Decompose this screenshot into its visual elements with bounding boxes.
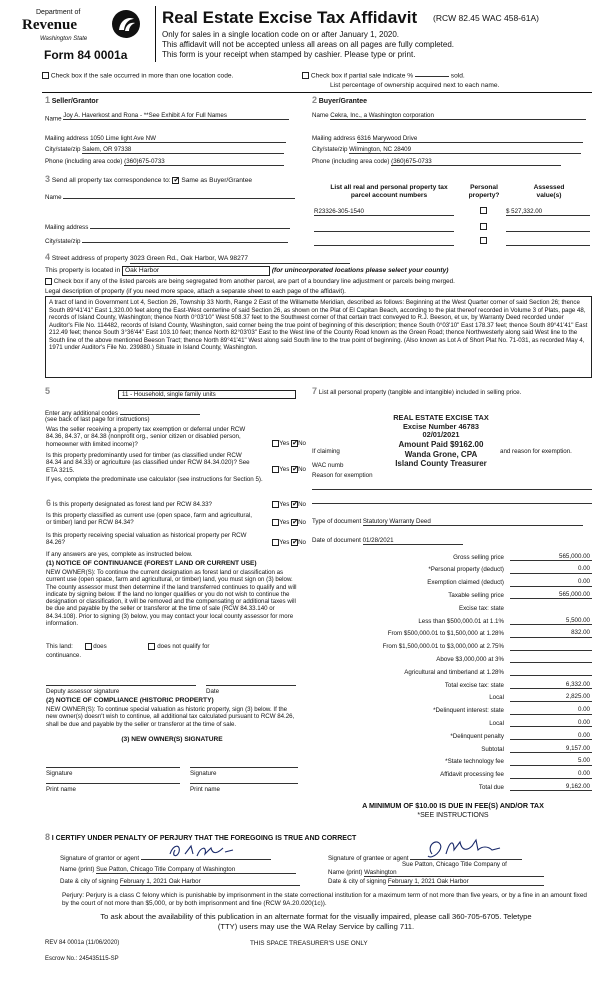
addl-codes-field[interactable] xyxy=(120,408,200,415)
calc-value[interactable]: 832.00 xyxy=(510,629,592,637)
grantor-signature-row xyxy=(60,848,271,862)
personal-property-checkbox-1[interactable] xyxy=(480,207,487,214)
see-instructions: *SEE INSTRUCTIONS xyxy=(417,812,489,819)
calc-value[interactable]: 6,332.00 xyxy=(510,681,592,689)
alt-format-1: To ask about the availability of this publication in an alternate format for the visually impaired, please call 360-705-6705. Teletype xyxy=(100,912,532,921)
stamp-line-3: 02/01/2021 xyxy=(422,430,460,440)
calc-label: Affidavit processing fee xyxy=(440,771,504,779)
sig3-heading: (3) NEW OWNER(S) SIGNATURE xyxy=(121,736,223,743)
calc-label: *Delinquent interest: state xyxy=(433,707,504,715)
assessed-value-field-2[interactable] xyxy=(506,224,590,232)
owner-signature-2[interactable] xyxy=(190,764,298,768)
owner-sig-label-2: Signature xyxy=(190,770,217,777)
calc-value[interactable]: 2,825.00 xyxy=(510,693,592,701)
buyer-name-row xyxy=(312,112,592,120)
parcel-number-field-2[interactable] xyxy=(314,224,454,232)
corr-mail-label: Mailing address xyxy=(45,224,89,231)
segregated-label: Check box if any of the listed parcels are being segregated from another parcel, are part of a boundary line adjustment or parcels being merged. xyxy=(53,278,455,286)
owner-print-label-1: Print name xyxy=(46,786,76,793)
seller-city-field[interactable]: Salem, OR 97338 xyxy=(82,146,284,154)
calc-label: *State technology fee xyxy=(445,758,504,766)
subtitle-1: Only for sales in a single location code on or after January 1, 2020. xyxy=(162,30,400,39)
segregated-checkbox[interactable] xyxy=(45,278,52,285)
reason-label: Reason for exemption xyxy=(312,472,373,479)
seller-name-row xyxy=(45,112,295,123)
calc-row xyxy=(300,663,592,676)
correspondence-row xyxy=(45,174,252,185)
qualify-row xyxy=(46,643,298,650)
calc-value[interactable]: 0.00 xyxy=(510,706,592,714)
doc-date-label: Date of document xyxy=(312,537,361,544)
historic-yes-label: Yes xyxy=(279,539,290,547)
timber-question xyxy=(46,452,306,474)
revenue-swirl-logo-icon xyxy=(110,8,142,40)
grantee-signature-scribble xyxy=(424,836,508,862)
timber-no-label: No xyxy=(298,466,306,474)
does-label: does xyxy=(93,643,107,651)
minimum-note: A MINIMUM OF $10.00 IS DUE IN FEE(S) AND/OR TAX xyxy=(362,801,544,810)
forest-question xyxy=(46,498,306,509)
correspondence-label: Send all property tax correspondence to: xyxy=(51,177,171,184)
calc-row xyxy=(300,778,592,791)
calc-label: *Delinquent penalty xyxy=(450,732,504,740)
calc-value[interactable]: 0.00 xyxy=(510,578,592,586)
segregated-row xyxy=(45,278,595,286)
owner-signature-1[interactable] xyxy=(46,764,180,768)
located-label: This property is located in xyxy=(45,267,121,274)
assessed-header-1: Assessed xyxy=(533,184,565,191)
header-divider xyxy=(155,6,156,62)
assessed-header-2: value(s) xyxy=(536,191,562,199)
parcel-col-header xyxy=(314,184,464,200)
owner-print-1[interactable] xyxy=(46,780,180,784)
calc-row xyxy=(300,599,592,612)
grantor-signature-field[interactable] xyxy=(141,848,271,860)
current-use-question xyxy=(46,512,306,527)
calc-row xyxy=(300,612,592,625)
calc-label: Subtotal xyxy=(481,745,504,753)
section-2-number: 2 xyxy=(312,95,318,105)
parcel-header-1: List all real and personal property tax xyxy=(330,184,448,191)
reason-row xyxy=(312,472,373,479)
calc-value[interactable]: 9,162.00 xyxy=(510,783,592,791)
partial-sale-check-row xyxy=(302,72,465,80)
historic-text: Is this property receiving special valuation as historical property per RCW 84.26? xyxy=(46,532,247,547)
historic-question xyxy=(46,532,306,547)
forest-no-label: No xyxy=(298,501,306,509)
doc-type-row xyxy=(312,518,583,526)
form-number: Form 84 0001a xyxy=(44,48,128,62)
seller-city-label: City/state/zip xyxy=(45,146,81,153)
buyer-city-row xyxy=(312,146,592,154)
street-label: Street address of property xyxy=(51,255,129,262)
partial-sale-checkbox[interactable] xyxy=(302,72,309,79)
calc-value[interactable]: 9,157.00 xyxy=(510,745,592,753)
buyer-city-label: City/state/zip xyxy=(312,146,348,153)
assessed-value-field-3[interactable] xyxy=(506,238,590,246)
seller-mail-label: Mailing address xyxy=(45,135,89,142)
seller-mail-row xyxy=(45,135,295,143)
calc-value[interactable]: 565,000.00 xyxy=(510,591,592,599)
corr-mail-field[interactable] xyxy=(90,222,290,229)
parcel-header-1b: parcel account numbers xyxy=(350,191,428,199)
calc-value[interactable]: 0.00 xyxy=(510,565,592,573)
addl-codes-note: (see back of last page for instructions) xyxy=(45,416,150,423)
subtitle-3-text: This form is your receipt when stamped by cashier. Please type or print. xyxy=(162,50,416,59)
legal-desc-label: Legal description of property (if you need more space, attach a separate sheet to each page of the affidavit). xyxy=(45,288,346,295)
multi-location-check-row xyxy=(42,72,233,80)
partial-sale-label: Check box if partial sale indicate % xyxy=(310,72,414,80)
calc-label: Agricultural and timberland at 1.28% xyxy=(404,668,504,676)
stamp-line-4: Amount Paid $9162.00 xyxy=(398,440,484,450)
stamp-line-6: Island County Treasurer xyxy=(395,459,487,469)
notice2-heading: (2) NOTICE OF COMPLIANCE (HISTORIC PROPERTY) xyxy=(46,697,214,704)
forest-yes-label: Yes xyxy=(279,501,290,509)
doc-date-row xyxy=(312,537,463,545)
section-7-number: 7 xyxy=(312,386,318,396)
calc-row xyxy=(300,625,592,638)
owner-print-2[interactable] xyxy=(190,780,298,784)
buyer-phone-field[interactable]: (360)675-0733 xyxy=(391,158,561,166)
doc-type-field[interactable]: Statutory Warranty Deed xyxy=(363,518,583,526)
section-5-number: 5 xyxy=(45,386,51,396)
addl-codes-label: Enter any additional codes xyxy=(45,410,118,417)
grantor-name-label: Name (print) xyxy=(60,866,95,873)
grantee-date-row xyxy=(328,878,544,886)
timber-yn xyxy=(272,466,306,473)
dept-line3: Washington State xyxy=(40,36,88,42)
calc-value[interactable]: 565,000.00 xyxy=(510,553,592,561)
calc-row xyxy=(300,714,592,727)
notice1-text: NEW OWNER(S): To continue the current designation as forest land or classification as current use (open space, farm and agricultural, or timber) land, you must sign on (3) below. The county assessor must then determine if the land transferred continues to qualify and will indicate by signing below. If the land no longer qualifies or you do not wish to continue the designation or classification, it will be removed and the compensating or additional taxes will be due and payable by the seller or transferor at the time of sale (RCW 84.33.140 or 84.34.108). Prior to signing (3) below, you may contact your local county assessor for more information. xyxy=(46,569,297,627)
calc-row xyxy=(300,689,592,702)
calc-row xyxy=(300,574,592,587)
personal-property-checkbox-2[interactable] xyxy=(480,223,487,230)
grantor-date-label: Date & city of signing xyxy=(60,878,119,885)
same-as-buyer-label: Same as Buyer/Grantee xyxy=(181,177,253,184)
buyer-city-field[interactable]: Wilmington, NC 28409 xyxy=(349,146,581,154)
exemption-question xyxy=(46,426,306,448)
located-note: (for unincorporated locations please select your county) xyxy=(271,267,449,274)
calc-label: Taxable selling price xyxy=(448,592,504,600)
personal-property-checkbox-3[interactable] xyxy=(480,237,487,244)
certify-text: I CERTIFY UNDER PENALTY OF PERJURY THAT THE FOREGOING IS TRUE AND CORRECT xyxy=(51,835,357,842)
sold-label: sold. xyxy=(450,72,465,80)
section-6-number: 6 xyxy=(46,498,52,508)
calc-row xyxy=(300,561,592,574)
calc-row xyxy=(300,650,592,663)
buyer-phone-label: Phone (including area code) xyxy=(312,158,390,165)
calc-row xyxy=(300,548,592,561)
personal-header-1: Personal xyxy=(470,184,498,191)
buyer-heading-label: Buyer/Grantee xyxy=(318,98,367,105)
parcel-number-field-3[interactable] xyxy=(314,238,454,246)
calc-label: *Personal property (deduct) xyxy=(428,566,504,574)
calc-label: From $500,000.01 to $1,500,000 at 1.28% xyxy=(387,630,504,638)
grantee-date-field[interactable]: February 1, 2021 Oak Harbor xyxy=(388,878,544,886)
doc-type-label: Type of document xyxy=(312,518,362,525)
revision-label: REV 84 0001a (11/06/2020) xyxy=(45,940,120,946)
calc-value[interactable]: 0.00 xyxy=(510,719,592,727)
dept-line2: Revenue xyxy=(22,17,77,33)
deputy-signature-field[interactable] xyxy=(46,682,196,686)
seller-name-field[interactable]: Joy A. Haverkost and Rona - **See Exhibit A for Full Names xyxy=(63,112,289,120)
calc-label: Above $3,000,000 at 3% xyxy=(436,656,504,664)
calc-label: Local xyxy=(489,694,504,702)
continuance-label: continuance. xyxy=(46,652,82,659)
personal-header-2: property? xyxy=(468,191,500,199)
current-use-no-label: No xyxy=(298,519,306,527)
corr-name-field[interactable] xyxy=(63,192,295,199)
grantee-signature-field[interactable] xyxy=(410,848,522,860)
corr-name-label: Name xyxy=(45,194,62,201)
same-as-buyer-checkbox[interactable] xyxy=(172,177,179,184)
use-code-select[interactable]: 11 - Household, single family units xyxy=(118,390,296,399)
top-rule xyxy=(42,92,592,93)
wac-label: WAC numb xyxy=(312,462,344,469)
escrow-label: Escrow No.: 245435115-SP xyxy=(45,956,119,962)
timber-note: If yes, complete the predominate use calculator (see instructions for Section 5). xyxy=(46,476,263,483)
does-checkbox[interactable] xyxy=(85,643,92,650)
assessed-value-field[interactable]: $ 527,332.00 xyxy=(506,208,590,216)
claiming-end-label: and reason for exemption. xyxy=(500,448,572,455)
calc-label: Excise tax: state xyxy=(458,604,504,612)
perjury-note xyxy=(62,892,592,907)
calc-row xyxy=(300,740,592,753)
exemption-question-text: Was the seller receiving a property tax exemption or deferral under RCW 84.36, 84.37, or 84.38 (nonprofit org., senior citizen or disabled person, homeowner with limited income)? xyxy=(46,426,246,448)
forest-question-text: Is this property designated as forest land per RCW 84.33? xyxy=(52,501,212,508)
ifany-note: If any answers are yes, complete as instructed below. xyxy=(46,551,193,558)
grantor-date-field[interactable]: February 1, 2021 Oak Harbor xyxy=(120,878,300,886)
treasurer-use-label: THIS SPACE TREASURER'S USE ONLY xyxy=(250,940,368,947)
treasurer-stamp xyxy=(356,414,526,469)
corr-city-row xyxy=(45,236,288,245)
subtitle-2: This affidavit will not be accepted unless all areas on all pages are fully completed. xyxy=(162,40,455,49)
buyer-mail-label: Mailing address xyxy=(312,135,356,142)
page-title: Real Estate Excise Tax Affidavit xyxy=(162,8,418,27)
grantor-date-row xyxy=(60,878,300,886)
exemption-yes-label: Yes xyxy=(279,440,290,448)
forest-yn xyxy=(272,501,306,508)
alt-format-2: (TTY) users may use the WA Relay Service by calling 711. xyxy=(217,922,415,931)
claiming-label: If claiming xyxy=(312,448,340,455)
multi-location-checkbox[interactable] xyxy=(42,72,49,79)
buyer-name-label: Name xyxy=(312,112,329,119)
exemption-yn xyxy=(272,440,306,447)
seller-mail-field[interactable]: 1050 Lime light Ave NW xyxy=(90,135,286,143)
notice2-text: NEW OWNER(S): To continue special valuation as historic property, sign (3) below. If the new owner(s) doesn't wish to continue, all additional tax calculated pursuant to RCW 84.26, shall be due and payable by the seller or transferor at the time of sale. xyxy=(46,706,295,728)
doc-date-field[interactable]: 01/28/2021 xyxy=(363,537,463,545)
grantor-name-field[interactable]: Sue Patton, Chicago Title Company of Washington xyxy=(96,866,296,874)
section-4-number: 4 xyxy=(45,252,51,262)
owner-sig-label-1: Signature xyxy=(46,770,73,777)
buyer-mail-field[interactable]: 6316 Marywood Drive xyxy=(357,135,583,143)
calc-row xyxy=(300,753,592,766)
seller-heading-label: Seller/Grantor xyxy=(51,98,99,105)
personal-property-list-label: List all personal property (tangible and intangible) included in selling price. xyxy=(318,389,522,396)
calc-label: Exemption claimed (deduct) xyxy=(427,579,504,587)
seller-phone-label: Phone (including area code) xyxy=(45,158,123,165)
seller-heading xyxy=(45,95,98,106)
calc-row xyxy=(300,586,592,599)
section-3-number: 3 xyxy=(45,174,51,184)
owner-print-label-2: Print name xyxy=(190,786,220,793)
calc-label: Total excise tax: state xyxy=(444,681,504,689)
grantor-signature-scribble xyxy=(167,842,237,860)
grantee-name-label: Name (print) xyxy=(328,869,363,876)
rcw-ref: (RCW 82.45 WAC 458-61A) xyxy=(433,13,539,23)
calc-label: Gross selling price xyxy=(453,553,504,561)
exemption-no-label: No xyxy=(298,440,306,448)
deputy-date-field[interactable] xyxy=(206,682,296,686)
historic-yn xyxy=(272,539,306,546)
grantee-sig-label: Signature of grantee or agent xyxy=(328,855,409,862)
calc-value[interactable]: 0.00 xyxy=(510,770,592,778)
calc-label: Total due xyxy=(478,784,504,792)
calc-row xyxy=(300,766,592,779)
located-select[interactable]: Oak Harbor xyxy=(122,266,270,276)
dept-logo xyxy=(22,6,142,46)
calc-label: Less than $500,000.01 at 1.1% xyxy=(418,617,504,625)
calc-label: From $1,500,000.01 to $3,000,000 at 2.75% xyxy=(382,643,504,651)
seller-city-row xyxy=(45,146,295,154)
deputy-date-label: Date xyxy=(206,688,220,695)
historic-no-label: No xyxy=(298,539,306,547)
reason-field-1[interactable] xyxy=(312,486,592,490)
calc-row xyxy=(300,727,592,740)
buyer-heading xyxy=(312,95,367,106)
calc-value[interactable]: 5,500.00 xyxy=(510,617,592,625)
calc-value[interactable]: 0.00 xyxy=(510,732,592,740)
buyer-mail-row xyxy=(312,135,592,143)
deputy-label: Deputy assessor signature xyxy=(46,688,120,695)
reason-field-2[interactable] xyxy=(312,500,592,504)
section-1-number: 1 xyxy=(45,95,51,105)
calc-label: Local xyxy=(489,720,504,728)
ownership-pct-note: List percentage of ownership acquired next to each name. xyxy=(330,82,500,89)
subtitle-3 xyxy=(162,50,415,59)
parcel-number-field[interactable]: R23326-305-1540 xyxy=(314,208,454,216)
corr-mail-row xyxy=(45,222,290,231)
perjury-text: Perjury: Perjury is a class C felony which is punishable by imprisonment in the state correctional institution for a maximum term of not more than five years, or by a fine in an amount fixed by the court of not more than $5,000, or by both imprisonment and fine (RCW 9A.20.020(1c)). xyxy=(62,892,587,907)
section-5-row xyxy=(45,386,50,397)
assessed-col-header xyxy=(508,184,590,200)
grantor-name-row xyxy=(60,866,296,874)
dept-line1: Department of xyxy=(36,9,81,16)
does-not-checkbox[interactable] xyxy=(148,643,155,650)
partial-sale-pct-field[interactable] xyxy=(415,76,449,77)
notice1-heading: (1) NOTICE OF CONTINUANCE (FOREST LAND OR CURRENT USE) xyxy=(46,560,257,567)
grantor-sig-label: Signature of grantor or agent xyxy=(60,855,140,862)
corr-city-label: City/state/zip xyxy=(45,238,81,245)
calc-row xyxy=(300,702,592,715)
current-use-yes-label: Yes xyxy=(279,519,290,527)
corr-name-row xyxy=(45,192,295,201)
street-row xyxy=(45,252,350,264)
grantee-name-field[interactable]: Washington xyxy=(364,869,544,877)
stamp-line-1: REAL ESTATE EXCISE TAX xyxy=(393,413,489,422)
this-land-label: This land: xyxy=(46,643,73,651)
calc-row xyxy=(300,676,592,689)
multi-location-label: Check box if the sale occurred in more than one location code. xyxy=(50,72,234,80)
legal-description[interactable]: A tract of land in Government Lot 4, Section 26, Township 33 North, Range 2 East of the Willamette Meridian, described as follows: Beginning at the West Quarter corner of said Section 26; thence South 89°41'41" East 1,320.00 feet along the East-West centerline of said Section 26, as shown on the Plat of El Capitan Beach, according to the plat thereof recorded in Volume 3 of Plats, page 48, records of Island County, Washington; thence North 0°03'10" West 508.37 feet to the Southwest corner of that certain tract conveyed to R.J. Beeson, et ux, by Warranty Deed recorded under Auditor's File No. 114482, records of Island County, Washington, said corner being the true point of beginning of this description; thence South 0°03'10" East 178.37 feet; thence South 89°41'41" East 212.49 feet; thence South 3°36'44" East 103.10 feet; thence North 82°03'03" East to the West line of the County Road known as the Green Road; thence Northwesterly along said West line to the South line of the above mentioned Beeson Tract; thence North 89°41'41" West along said South line to the true point of beginning. (Also known as Lot A of Short Plat No. 71-031, as recorded May 4, 1971 under Auditor's File No. 239880.) Situate in Island County, Washington. xyxy=(45,296,592,378)
corr-city-field[interactable] xyxy=(82,236,288,243)
stamp-line-5: Wanda Grone, CPA xyxy=(404,449,478,459)
located-row xyxy=(45,266,448,276)
seller-phone-field[interactable]: (360)675-0733 xyxy=(124,158,284,166)
grantee-name-a: Sue Patton, Chicago Title Company of xyxy=(402,861,507,868)
seller-name-label: Name xyxy=(45,115,62,123)
section-7-text xyxy=(312,386,592,397)
timber-yes-label: Yes xyxy=(279,466,290,474)
grantee-name-row xyxy=(328,869,544,877)
current-use-yn xyxy=(272,519,306,526)
seller-phone-row xyxy=(45,158,295,166)
personal-col-header xyxy=(462,184,506,200)
current-use-text: Is this property classified as current use (open space, farm and agricultural, or timber) land per RCW 84.34? xyxy=(46,512,253,527)
grantee-date-label: Date & city of signing xyxy=(328,878,387,885)
buyer-phone-row xyxy=(312,158,592,166)
buyer-name-field[interactable]: Cekra, Inc., a Washington corporation xyxy=(330,112,586,120)
street-field[interactable]: 3023 Green Rd., Oak Harbor, WA 98277 xyxy=(130,255,350,264)
does-not-label: does not qualify for xyxy=(157,643,210,651)
calc-row xyxy=(300,638,592,651)
timber-question-text: Is this property predominantly used for timber (as classified under RCW 84.34 and 84.33) or agriculture (as classified under RCW 84.34.020)? See ETA 3215. xyxy=(46,452,250,474)
calc-value[interactable]: 5.00 xyxy=(510,757,592,765)
section-8-number: 8 xyxy=(45,832,51,842)
stamp-line-2: Excise Number 46783 xyxy=(402,421,479,431)
